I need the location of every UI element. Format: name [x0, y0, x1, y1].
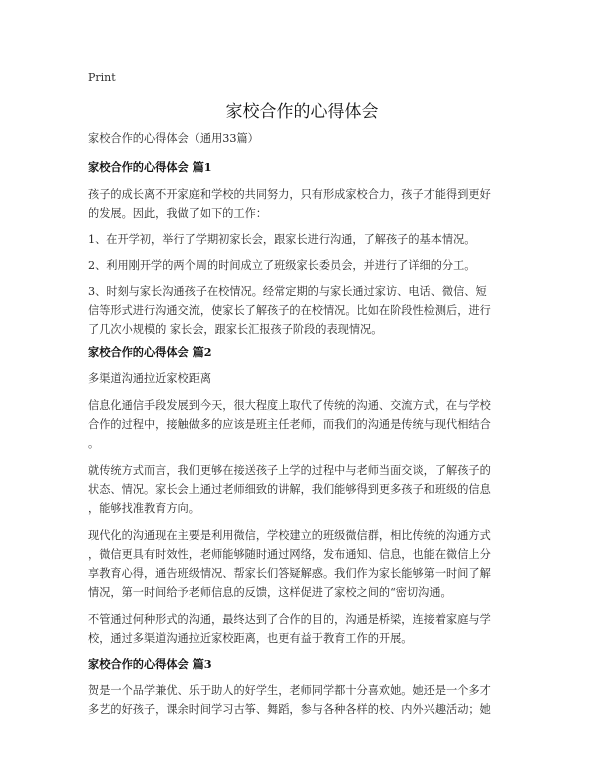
paragraph-line: 贺是一个品学兼优、乐于助人的好学生，老师同学都十分喜欢她。她还是一个多才 [88, 684, 491, 697]
paragraph-line: 多艺的好孩子，课余时间学习古筝、舞蹈，参与各种各样的校、内外兴趣活动；她 [88, 703, 491, 716]
paragraph-line: ，微信更具有时效性，老师能够随时通过网络，发布通知、信息，也能在微信上分 [88, 548, 491, 561]
paragraph-line: 情况，第一时间给予老师信息的反馈，这样促进了家校之间的“密切沟通。 [88, 586, 452, 599]
paragraph-line: 。 [88, 437, 100, 450]
paragraph-line: 状态、情况。家长会上通过老师细致的讲解，我们能够得到更多孩子和班级的信息 [88, 483, 491, 496]
paragraph-line: 信息化通信手段发展到今天，很大程度上取代了传统的沟通、交流方式，在与学校 [88, 399, 491, 412]
paragraph-line: ，能够找准教育方向。 [88, 502, 200, 515]
paragraph-line: 现代化的沟通现在主要是利用微信，学校建立的班级微信群，相比传统的沟通方式 [88, 529, 491, 542]
print-label[interactable]: Print [88, 71, 116, 84]
paragraph-line: 1、在开学初，举行了学期初家长会，跟家长进行沟通，了解孩子的基本情况。 [88, 233, 476, 246]
paragraph-line: 信等形式进行沟通交流，使家长了解孩子的在校情况。比如在阶段性检测后，进行 [88, 304, 491, 317]
paragraph-line: 3、时刻与家长沟通孩子在校情况。经常定期的与家长通过家访、电话、微信、短 [88, 285, 487, 298]
paragraph-line: 合作的过程中，接触做多的应该是班主任老师，而我们的沟通是传统与现代相结合 [88, 418, 491, 431]
paragraph-line: 校，通过多渠道沟通拉近家校距离，也更有益于教育工作的开展。 [88, 632, 413, 645]
section-heading-1: 家校合作的心得体会 篇1 [88, 160, 212, 174]
section-heading-3: 家校合作的心得体会 篇3 [88, 657, 212, 671]
paragraph-line: 了几次小规模的 家长会，跟家长汇报孩子阶段的表现情况。 [88, 323, 383, 336]
page-title: 家校合作的心得体会 [225, 102, 379, 122]
paragraph-line: 享教育心得，通告班级情况、帮家长们答疑解惑。我们作为家长能够第一时间了解 [88, 567, 491, 580]
section-heading-2: 家校合作的心得体会 篇2 [88, 345, 212, 359]
paragraph-line: 不管通过何种形式的沟通，最终达到了合作的目的，沟通是桥梁，连接着家庭与学 [88, 613, 491, 626]
paragraph-line: 就传统方式而言，我们更够在接送孩子上学的过程中与老师当面交谈，了解孩子的 [88, 464, 491, 477]
section-subheading: 多渠道沟通拉近家校距离 [88, 372, 212, 385]
paragraph-line: 2、利用刚开学的两个周的时间成立了班级家长委员会，并进行了详细的分工。 [88, 259, 476, 272]
paragraph-line: 孩子的成长离不开家庭和学校的共同努力，只有形成家校合力，孩子才能得到更好 [88, 188, 491, 201]
subtitle: 家校合作的心得体会（通用33篇） [88, 132, 259, 145]
paragraph-line: 的发展。因此，我做了如下的工作： [88, 207, 268, 220]
